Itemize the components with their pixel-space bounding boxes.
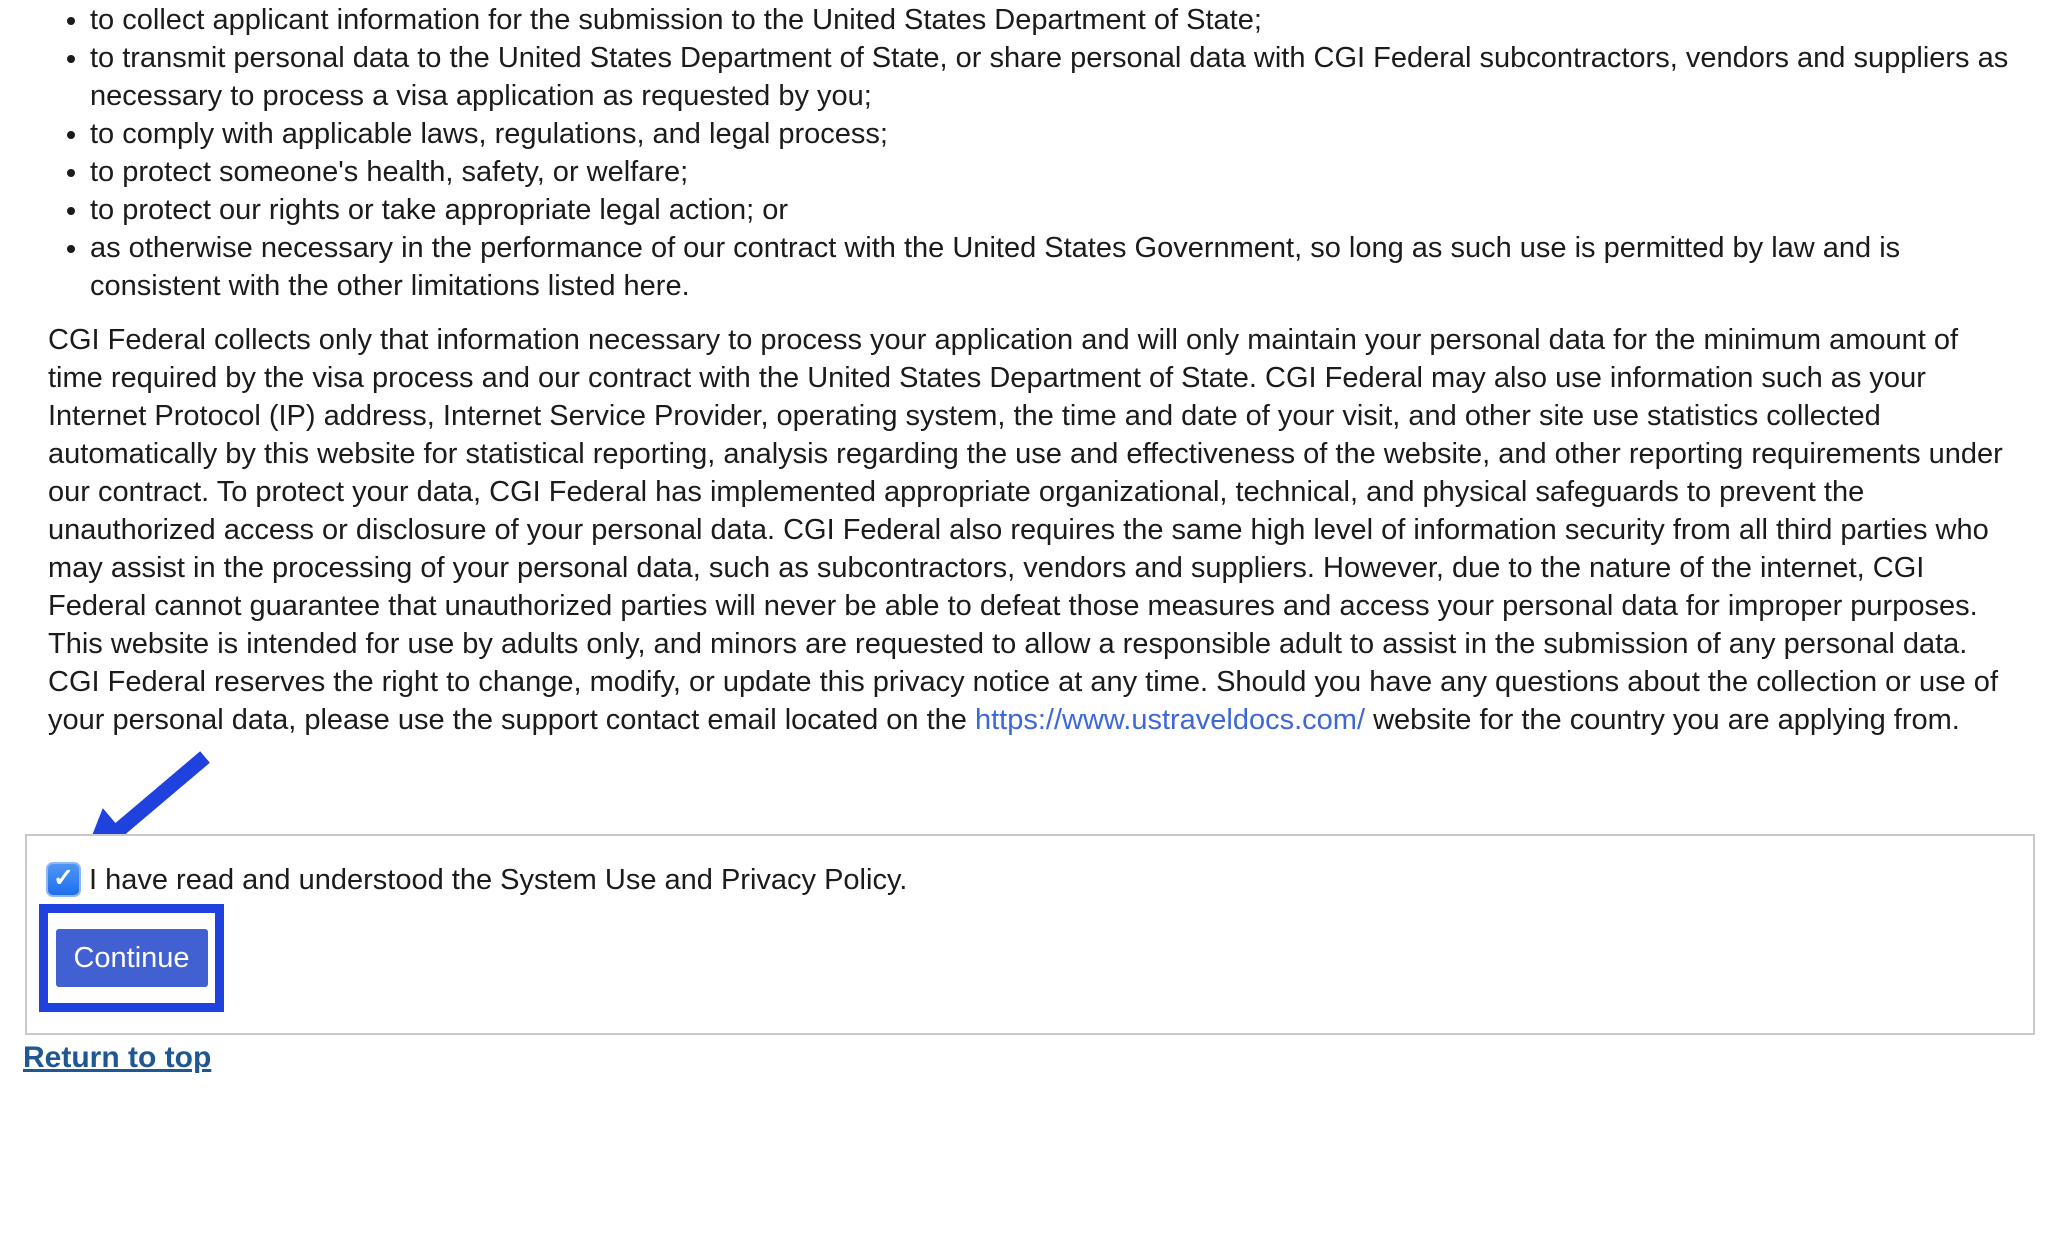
privacy-consent-checkbox[interactable] [46, 862, 81, 897]
list-item: • to collect applicant information for the submission to the United States Department of State; [90, 1, 2023, 39]
consent-checkbox-label: I have read and understood the System Use and Privacy Policy. [89, 864, 908, 896]
consent-section [25, 834, 2035, 1035]
continue-button[interactable]: Continue [56, 929, 208, 987]
continue-button-highlight [39, 904, 224, 1012]
arrow-shaft-icon [120, 757, 205, 829]
privacy-paragraph-text: CGI Federal collects only that information necessary to process your application and will only maintain your personal data for the minimum amount of time required by the visa process and our contract with the United States Department of State. CGI Federal may also use information such as your Internet Protocol (IP) address, Internet Service Provider, operating system, the time and date of your visit, and other site use statistics collected automatically by this website for statistical reporting, analysis regarding the use and effectiveness of the website, and other reporting requirements under our contract. To protect your data, CGI Federal has implemented appropriate organizational, technical, and physical safeguards to prevent the unauthorized access or disclosure of your personal data. CGI Federal also requires the same high level of information security from all third parties who may assist in the processing of your personal data, such as subcontractors, vendors and suppliers. However, due to the nature of the internet, CGI Federal cannot guarantee that unauthorized parties will never be able to defeat those measures and access your personal data for improper purposes. This website is intended for use by adults only, and minors are requested to allow a responsible adult to assist in the submission of any personal data. CGI Federal reserves the right to change, modify, or update this privacy notice at any time. Should you have any questions about the collection or use of your personal data, please use the support contact email located on the [48, 324, 2003, 736]
list-item: • to comply with applicable laws, regulations, and legal process; [90, 115, 2023, 153]
ustraveldocs-link[interactable]: https://www.ustraveldocs.com/ [974, 704, 1366, 736]
privacy-paragraph [48, 321, 2016, 739]
privacy-paragraph-text-after: website for the country you are applying from. [1365, 704, 1960, 736]
policy-uses-list [48, 1, 2023, 305]
list-item: • to transmit personal data to the United States Department of State, or share personal data with CGI Federal subcontractors, vendors and suppliers as necessary to process a visa application as requested by you; [90, 39, 2023, 115]
return-to-top-link[interactable]: Return to top [23, 1041, 212, 1074]
list-item: • to protect someone's health, safety, or welfare; [90, 153, 2023, 191]
list-item: • as otherwise necessary in the performance of our contract with the United States Government, so long as such use is permitted by law and is consistent with the other limitations listed here. [90, 229, 2023, 305]
list-item: • to protect our rights or take appropriate legal action; or [90, 191, 2023, 229]
checkmark-icon: ✓ [53, 864, 74, 892]
